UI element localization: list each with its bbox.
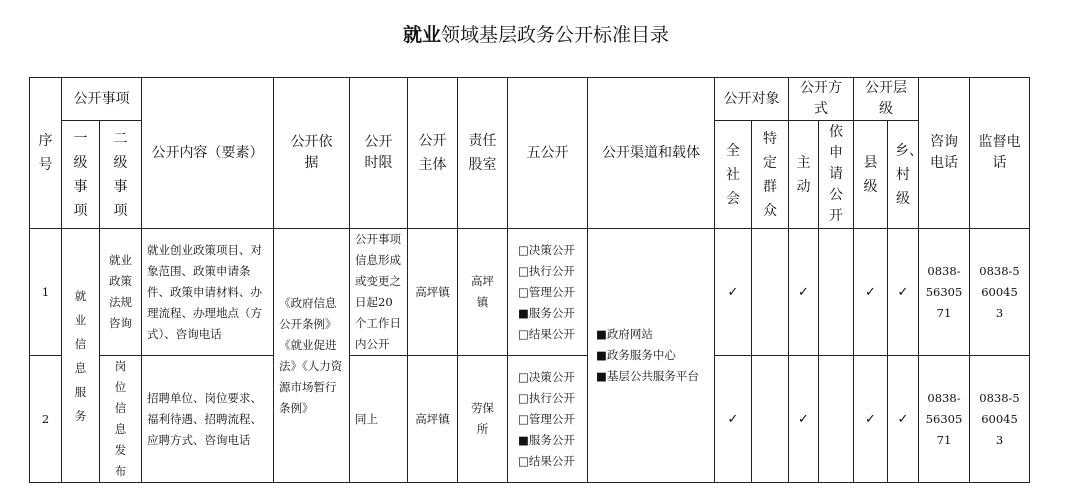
header-time-limit: 公开时限 bbox=[350, 78, 408, 229]
header-basis: 公开依据 bbox=[274, 78, 350, 229]
header-all-society: 全社会 bbox=[715, 121, 752, 229]
header-level-group: 公开层级 bbox=[854, 78, 919, 121]
empty-mark bbox=[752, 356, 789, 483]
level2-cell: 就业政策法规咨询 bbox=[100, 229, 142, 356]
title-rest: 领域基层政务公开标准目录 bbox=[441, 24, 670, 46]
empty-mark bbox=[752, 229, 789, 356]
title-bold: 就业 bbox=[402, 24, 441, 46]
five-cell bbox=[508, 229, 588, 356]
check-mark: ✓ bbox=[888, 356, 919, 483]
header-consult: 咨询电话 bbox=[919, 78, 970, 229]
channel-item: ■政务服务中心 bbox=[596, 348, 676, 362]
level1-cell: 就业信息服务 bbox=[62, 229, 100, 483]
header-channel: 公开渠道和载体 bbox=[588, 78, 715, 229]
row-seq: 2 bbox=[30, 356, 62, 483]
header-method-group: 公开方式 bbox=[789, 78, 854, 121]
check-mark: ✓ bbox=[715, 356, 752, 483]
five-item: □管理公开 bbox=[518, 284, 575, 299]
header-county: 县级 bbox=[854, 121, 888, 229]
table-row bbox=[30, 356, 1030, 483]
five-item: □结果公开 bbox=[518, 326, 575, 341]
content-cell: 招聘单位、岗位要求、福利待遇、招聘流程、应聘方式、咨询电话 bbox=[142, 356, 274, 483]
header-object-group: 公开对象 bbox=[715, 78, 789, 121]
header-dept: 责任股室 bbox=[458, 78, 508, 229]
header-supervise: 监督电话 bbox=[970, 78, 1030, 229]
row-seq: 1 bbox=[30, 229, 62, 356]
five-item: □执行公开 bbox=[518, 263, 575, 278]
level2-cell: 岗位信息发布 bbox=[100, 356, 142, 483]
supervise-phone: 0838-5600453 bbox=[970, 229, 1030, 356]
header-town: 乡、村级 bbox=[888, 121, 919, 229]
header-level2: 二级事项 bbox=[100, 121, 142, 229]
five-item: □管理公开 bbox=[518, 411, 575, 426]
check-mark: ✓ bbox=[789, 356, 819, 483]
subject-cell: 高坪镇 bbox=[408, 229, 458, 356]
time-limit-cell: 同上 bbox=[350, 356, 408, 483]
table-row bbox=[30, 229, 1030, 356]
subject-cell: 高坪镇 bbox=[408, 356, 458, 483]
check-mark: ✓ bbox=[854, 229, 888, 356]
header-content: 公开内容（要素） bbox=[142, 78, 274, 229]
dept-cell: 高坪镇 bbox=[458, 229, 508, 356]
five-item: ■服务公开 bbox=[518, 432, 575, 447]
check-mark: ✓ bbox=[789, 229, 819, 356]
header-five: 五公开 bbox=[508, 78, 588, 229]
check-mark: ✓ bbox=[715, 229, 752, 356]
header-on-request: 依申请公开 bbox=[819, 121, 854, 229]
header-specific: 特定群众 bbox=[752, 121, 789, 229]
five-item: □结果公开 bbox=[518, 453, 575, 468]
check-mark: ✓ bbox=[888, 229, 919, 356]
channel-item: ■政府网站 bbox=[596, 327, 653, 341]
catalog-table bbox=[29, 77, 1030, 483]
consult-phone: 0838-5630571 bbox=[919, 229, 970, 356]
five-cell bbox=[508, 356, 588, 483]
content-cell: 就业创业政策项目、对象范围、政策申请条件、政策申请材料、办理流程、办理地点（方式）、咨询电话 bbox=[142, 229, 274, 356]
header-seq: 序号 bbox=[30, 78, 62, 229]
empty-mark bbox=[819, 229, 854, 356]
basis-cell: 《政府信息公开条例》《就业促进法》《人力资源市场暂行条例》 bbox=[274, 229, 350, 483]
empty-mark bbox=[819, 356, 854, 483]
five-item: □决策公开 bbox=[518, 242, 575, 257]
consult-phone: 0838-5630571 bbox=[919, 356, 970, 483]
check-mark: ✓ bbox=[854, 356, 888, 483]
header-active: 主动 bbox=[789, 121, 819, 229]
five-item: □决策公开 bbox=[518, 369, 575, 384]
channel-item: ■基层公共服务平台 bbox=[596, 369, 699, 383]
header-subject: 公开主体 bbox=[408, 78, 458, 229]
five-item: □执行公开 bbox=[518, 390, 575, 405]
page-title bbox=[0, 20, 1072, 47]
dept-cell: 劳保所 bbox=[458, 356, 508, 483]
header-level1: 一级事项 bbox=[62, 121, 100, 229]
header-matter-group: 公开事项 bbox=[62, 78, 142, 121]
five-item: ■服务公开 bbox=[518, 305, 575, 320]
time-limit-cell: 公开事项信息形成或变更之日起20个工作日内公开 bbox=[350, 229, 408, 356]
supervise-phone: 0838-5600453 bbox=[970, 356, 1030, 483]
channel-cell bbox=[588, 229, 715, 483]
